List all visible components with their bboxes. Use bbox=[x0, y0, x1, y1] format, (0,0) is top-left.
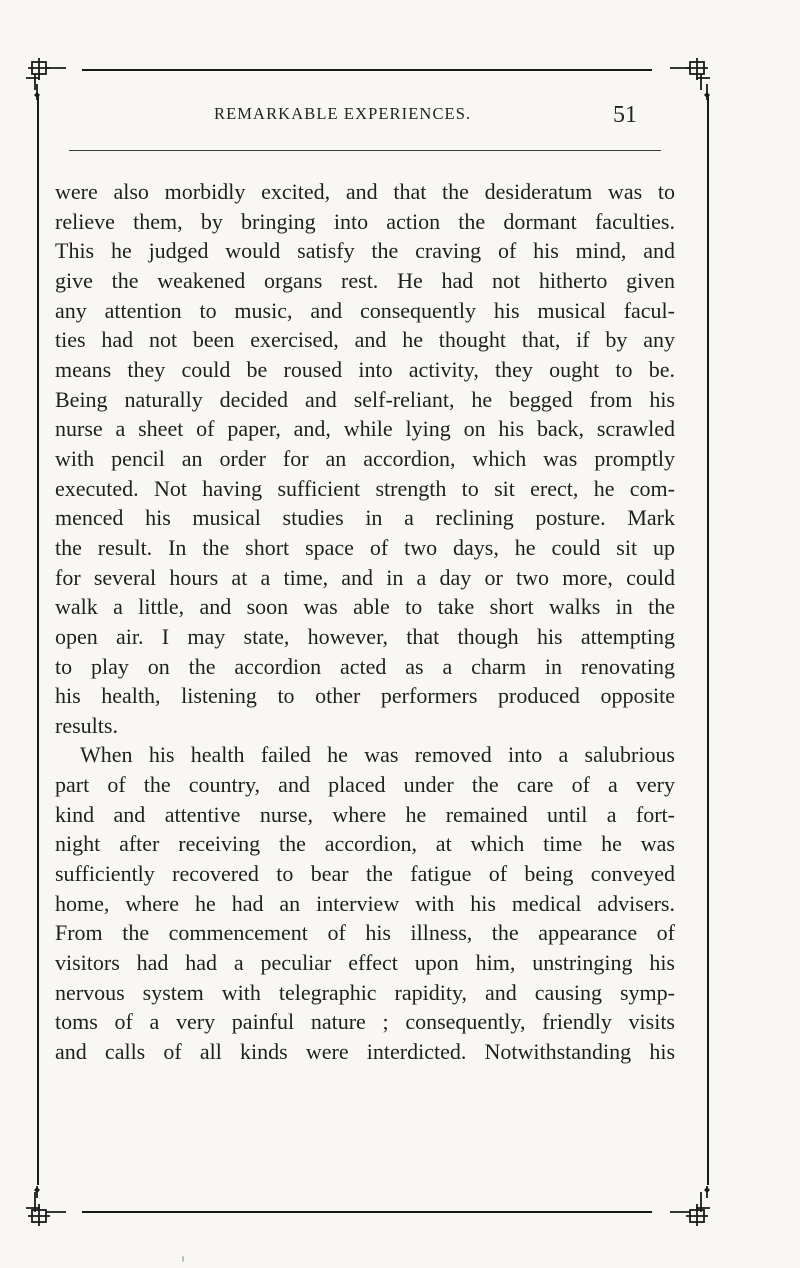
ornamental-corner-icon bbox=[670, 1186, 716, 1232]
text-line: and calls of all kinds were interdicted. Notwithstanding his bbox=[55, 1039, 675, 1065]
ornamental-corner-icon bbox=[20, 54, 66, 100]
text-line: were also morbidly excited, and that the desideratum was to bbox=[55, 179, 675, 204]
ornamental-corner-icon bbox=[670, 54, 716, 100]
ornamental-corner-icon bbox=[20, 1186, 66, 1232]
text-line: relieve them, by bringing into action the dormant faculties. bbox=[55, 208, 675, 234]
text-line: with pencil an order for an accordion, which was promptly bbox=[55, 445, 675, 471]
frame-top-rule bbox=[82, 69, 652, 71]
frame-bottom-rule bbox=[82, 1211, 652, 1213]
text-line: any attention to music, and consequently his musical facul- bbox=[55, 297, 675, 323]
text-line: toms of a very painful nature ; consequently, friendly visits bbox=[55, 1009, 675, 1035]
text-line: nurse a sheet of paper, and, while lying on his back, scrawled bbox=[55, 416, 675, 442]
text-line: results. bbox=[55, 712, 118, 738]
text-line: home, where he had an interview with his medical advisers. bbox=[55, 890, 675, 916]
text-line: From the commencement of his illness, the appearance of bbox=[55, 920, 675, 946]
text-line: means they could be roused into activity, they ought to be. bbox=[55, 356, 675, 382]
text-line: give the weakened organs rest. He had not hitherto given bbox=[55, 267, 675, 293]
text-line: open air. I may state, however, that though his attempting bbox=[55, 623, 675, 649]
header-rule bbox=[69, 150, 661, 151]
text-line: executed. Not having sufficient strength to sit erect, he com- bbox=[55, 475, 675, 501]
text-line: walk a little, and soon was able to take short walks in the bbox=[55, 594, 675, 620]
text-line: visitors had had a peculiar effect upon him, unstringing his bbox=[55, 950, 675, 976]
running-head bbox=[214, 104, 684, 130]
page-number: 51 bbox=[613, 102, 637, 128]
text-line: kind and attentive nurse, where he remained until a fort- bbox=[55, 801, 675, 827]
text-line: his health, listening to other performers produced opposite bbox=[55, 683, 675, 709]
running-title: REMARKABLE EXPERIENCES. bbox=[214, 104, 472, 123]
text-line: nervous system with telegraphic rapidity, and causing symp- bbox=[55, 979, 675, 1005]
text-line: This he judged would satisfy the craving of his mind, and bbox=[55, 238, 675, 264]
text-line: sufficiently recovered to bear the fatigue of being conveyed bbox=[55, 861, 675, 887]
text-line: When his health failed he was removed into a salubrious bbox=[80, 742, 675, 768]
text-line: the result. In the short space of two days, he could sit up bbox=[55, 534, 675, 560]
frame-left-rule bbox=[37, 95, 39, 1185]
text-line: to play on the accordion acted as a charm in renovating bbox=[55, 653, 675, 679]
text-line: for several hours at a time, and in a day or two more, could bbox=[55, 564, 675, 590]
text-line: Being naturally decided and self-reliant, he begged from his bbox=[55, 386, 675, 412]
text-line: part of the country, and placed under the care of a very bbox=[55, 772, 675, 798]
page-body bbox=[55, 177, 675, 1067]
frame-right-rule bbox=[707, 95, 709, 1185]
text-line: menced his musical studies in a reclining posture. Mark bbox=[55, 505, 675, 531]
text-line: ties had not been exercised, and he thought that, if by any bbox=[55, 327, 675, 353]
scan-mark bbox=[182, 1256, 184, 1262]
text-line: night after receiving the accordion, at which time he was bbox=[55, 831, 675, 857]
